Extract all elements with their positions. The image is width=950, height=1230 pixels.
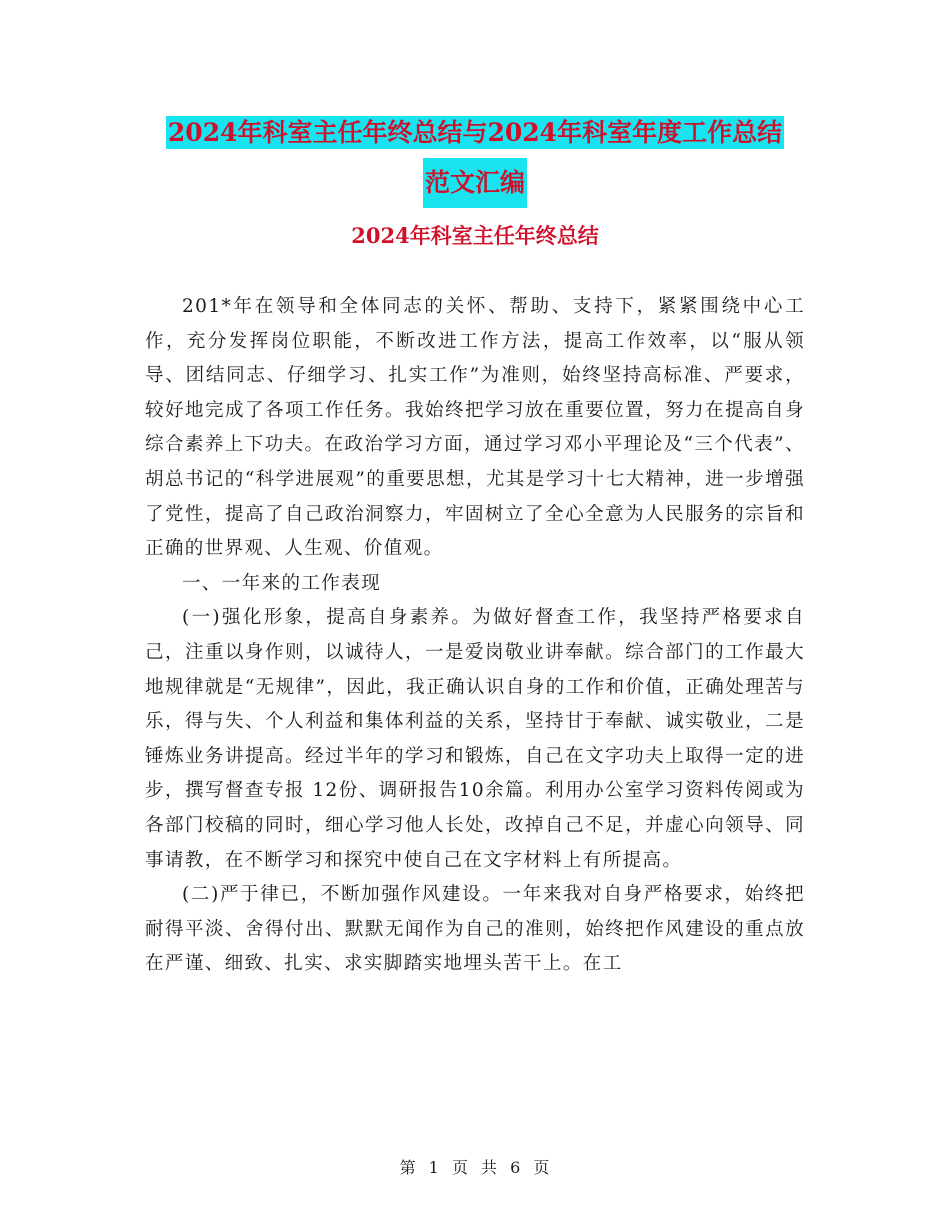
paragraph: (二)严于律已，不断加强作风建设。一年来我对自身严格要求，始终把耐得平淡、舍得付出、默默无闻作为自己的准则，始终把作风建设的重点放在严谨、细致、扎实、求实脚踏实地埋头苦干上。在工 xyxy=(145,884,805,975)
paragraph: (一)强化形象，提高自身素养。为做好督查工作，我坚持严格要求自己，注重以身作则，以诚待人，一是爱岗敬业讲奉献。综合部门的工作最大地规律就是“无规律”，因此，我正确认识自身的工作和价值，正确处理苦与乐，得与失、个人利益和集体利益的关系，坚持甘于奉献、诚实敬业，二是锤炼业务讲提高。经过半年的学习和锻炼，自己在文字功夫上取得一定的进步，撰写督查专报 12份、调研报告10余篇。利用办公室学习资料传阅或为各部门校稿的同时，细心学习他人长处，改掉自己不足，并虚心向领导、同事请教，在不断学习和探究中使自己在文字材料上有所提高。 xyxy=(145,607,805,871)
paragraph: 201*年在领导和全体同志的关怀、帮助、支持下，紧紧围绕中心工作，充分发挥岗位职能，不断改进工作方法，提高工作效率，以“服从领导、团结同志、仔细学习、扎实工作”为准则，始终坚持高标准、严要求，较好地完成了各项工作任务。我始终把学习放在重要位置，努力在提高自身综合素养上下功夫。在政治学习方面，通过学习邓小平理论及“三个代表”、胡总书记的“科学进展观”的重要思想，尤其是学习十七大精神，进一步增强了党性，提高了自己政治洞察力，牢固树立了全心全意为人民服务的宗旨和正确的世界观、人生观、价值观。 xyxy=(145,296,805,560)
title-line-2: 范文汇编 xyxy=(423,158,527,208)
document-body xyxy=(145,290,805,982)
document-title xyxy=(0,110,950,208)
title-line-1: 2024年科室主任年终总结与2024年科室年度工作总结 xyxy=(167,118,783,147)
paragraph: 一、一年来的工作表现 xyxy=(182,572,382,594)
page-footer: 第 1 页 共 6 页 xyxy=(399,1158,551,1177)
section-title: 2024年科室主任年终总结 xyxy=(351,223,599,248)
